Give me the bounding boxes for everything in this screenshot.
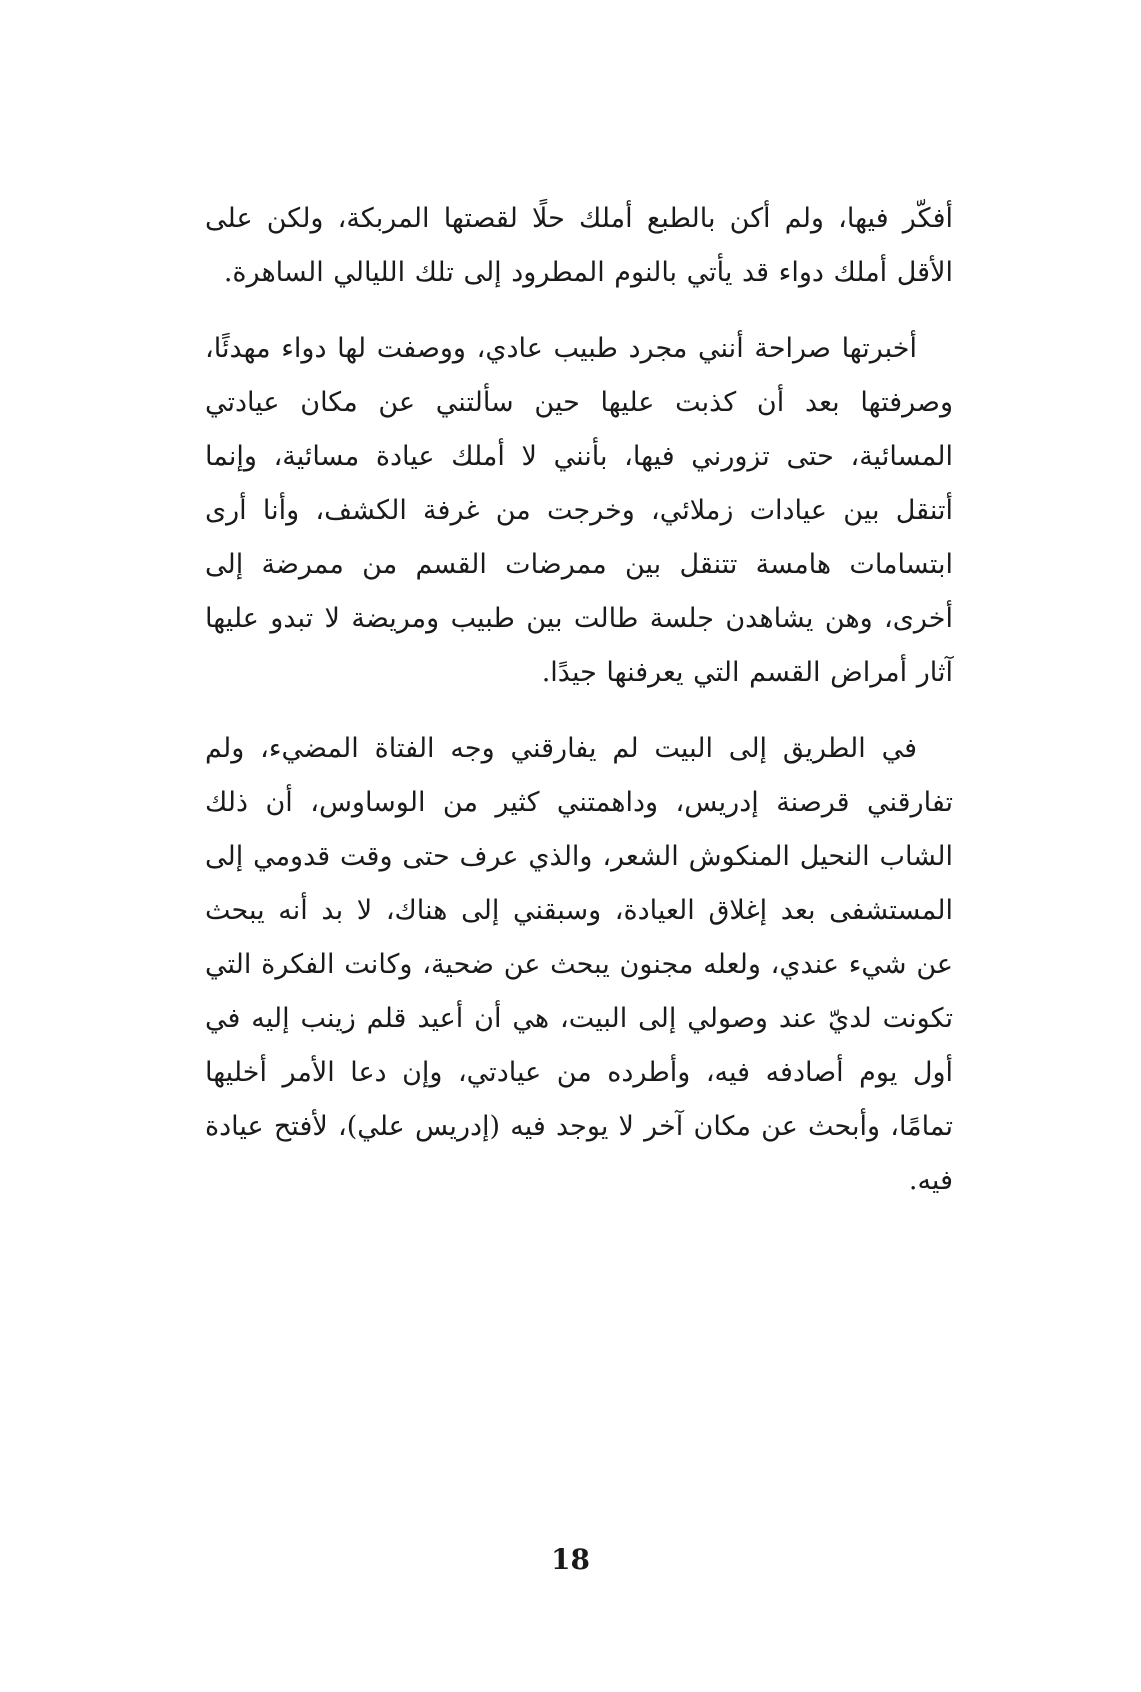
paragraph-way-home: في الطريق إلى البيت لم يفارقني وجه الفتاة المضيء، ولم تفارقني قرصنة إدريس، وداهمتني كثير من الوساوس، أن ذلك الشاب النحيل المنكوش الشعر، والذي عرف حتى وقت قدومي إلى المستشفى بعد إغلاق العيادة، وسبقني إلى هناك، لا بد أنه يبحث عن شيء عندي، ولعله مجنون يبحث عن ضحية، وكانت الفكرة التي تكونت لديّ عند وصولي إلى البيت، هي أن أعيد قلم زينب إليه في أول يوم أصادفه فيه، وأطرده من عيادتي، وإن دعا الأمر أخليها تمامًا، وأبحث عن مكان آخر لا يوجد فيه (إدريس علي)، لأفتح عيادة فيه. [205, 733, 953, 1196]
body-text [205, 192, 953, 1208]
page-number: 18 [551, 1543, 590, 1576]
paragraph-doctor-reply: أخبرتها صراحة أنني مجرد طبيب عادي، ووصفت لها دواء مهدئًا، وصرفتها بعد أن كذبت عليها حين سألتني عن مكان عيادتي المسائية، حتى تزورني فيها، بأنني لا أملك عيادة مسائية، وإنما أتنقل بين عيادات زملائي، وخرجت من غرفة الكشف، وأنا أرى ابتسامات هامسة تتنقل بين ممرضات القسم من ممرضة إلى أخرى، وهن يشاهدن جلسة طالت بين طبيب ومريضة لا تبدو عليها آثار أمراض القسم التي يعرفنها جيدًا. [205, 333, 953, 688]
paragraph-continuation: أفكّر فيها، ولم أكن بالطبع أملك حلًا لقصتها المربكة، ولكن على الأقل أملك دواء قد يأتي بالنوم المطرود إلى تلك الليالي الساهرة. [205, 203, 953, 288]
